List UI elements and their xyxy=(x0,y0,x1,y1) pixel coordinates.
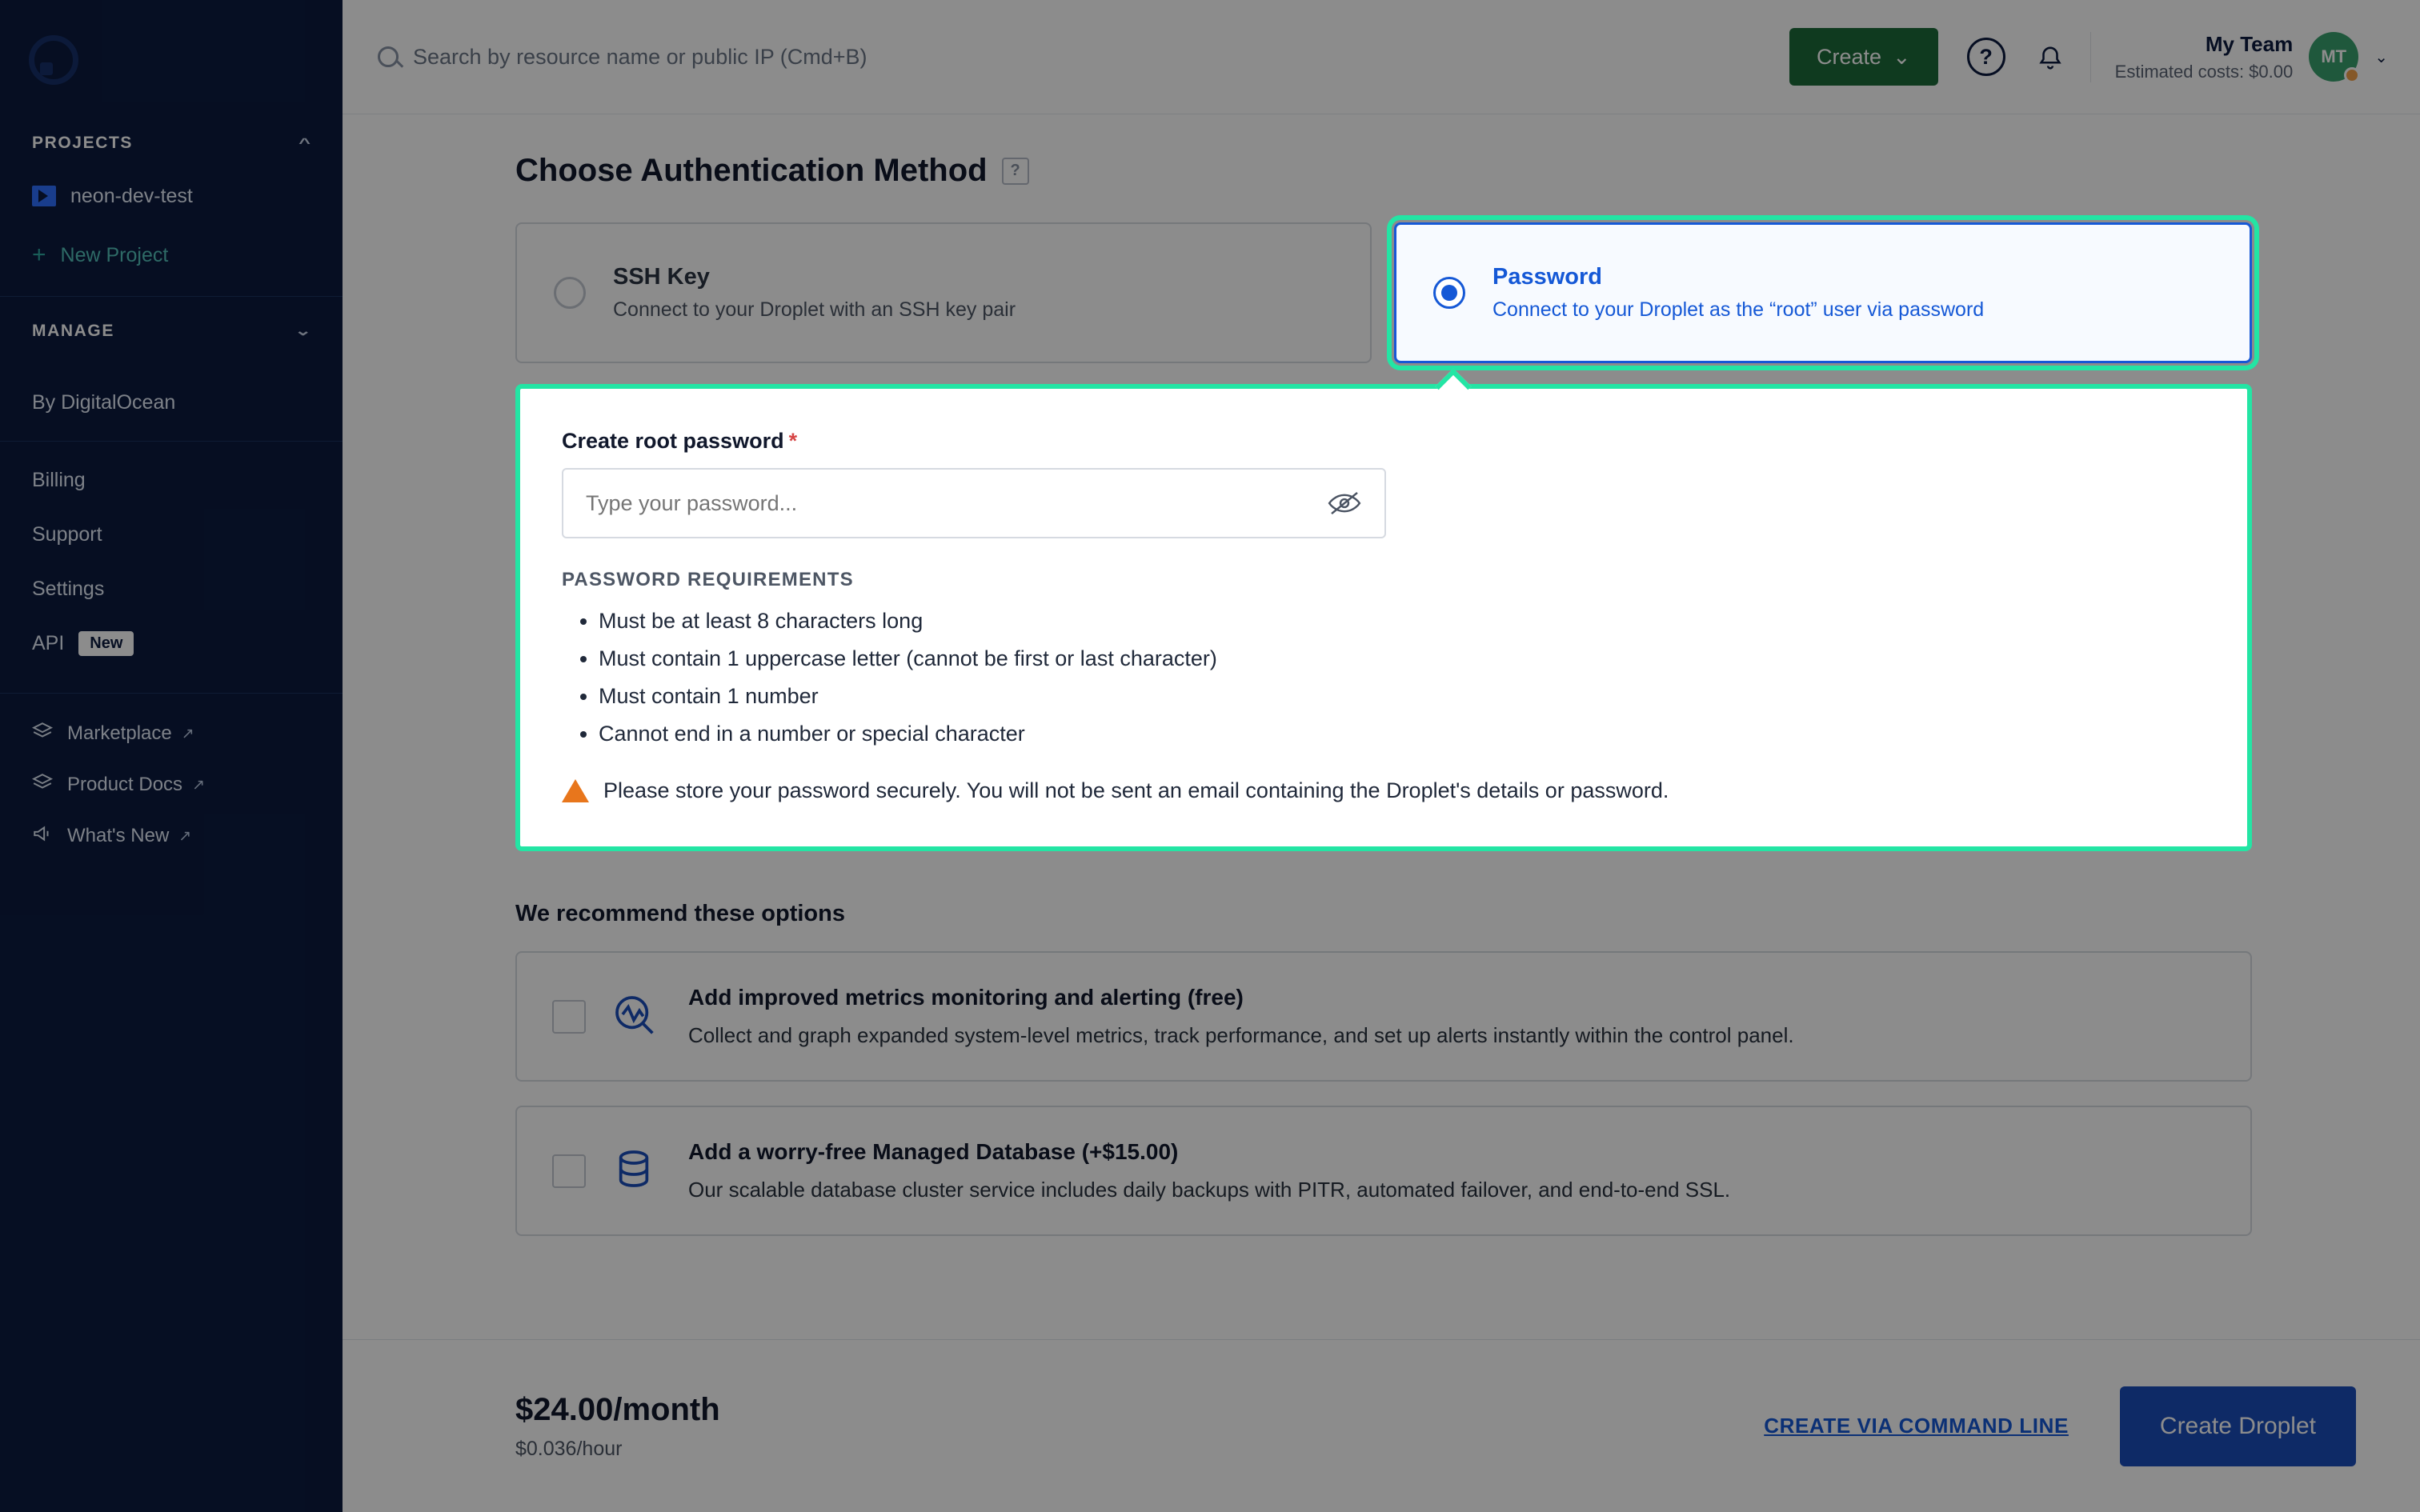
sidebar-item-label: Billing xyxy=(32,468,86,491)
sidebar-item-label: Marketplace xyxy=(67,722,172,744)
create-droplet-button[interactable]: Create Droplet xyxy=(2120,1386,2356,1466)
list-item: • Cannot end in a number or special character xyxy=(599,722,2206,746)
status-badge: New xyxy=(78,631,134,656)
price-hourly: $0.036/hour xyxy=(515,1437,623,1460)
sidebar-item-api[interactable] xyxy=(0,616,343,670)
team-menu[interactable] xyxy=(2090,32,2388,82)
sidebar-item-product-docs[interactable] xyxy=(0,759,343,810)
manage-label: MANAGE xyxy=(32,322,114,340)
avatar-initials: MT xyxy=(2321,46,2347,66)
checkbox-metrics-monitoring[interactable] xyxy=(552,1000,586,1034)
projects-label: PROJECTS xyxy=(32,134,133,152)
page-title xyxy=(515,153,2252,189)
chevron-down-icon[interactable]: ⌄ xyxy=(2374,48,2388,66)
notification-bell-icon[interactable] xyxy=(2034,39,2066,74)
list-item: • Must be at least 8 characters long xyxy=(599,609,2206,634)
option-title: Add improved metrics monitoring and alerting (free) xyxy=(688,985,1244,1010)
recommended-options-title: We recommend these options xyxy=(515,901,845,926)
sidebar xyxy=(0,0,343,1512)
top-bar xyxy=(343,0,2420,114)
sidebar-item-label: What's New xyxy=(67,825,170,846)
help-icon[interactable]: ? xyxy=(1002,158,1029,185)
avatar[interactable] xyxy=(2309,32,2358,82)
radio-ssh-key[interactable] xyxy=(554,277,586,309)
sidebar-item-label: Product Docs xyxy=(67,774,183,795)
auth-option-title: SSH Key xyxy=(613,264,710,290)
password-warning-text: Please store your password securely. You will not be sent an email containing the Droplet's details or password. xyxy=(603,778,1669,802)
sidebar-item-by-digitalocean[interactable] xyxy=(0,375,343,430)
sidebar-section-projects[interactable] xyxy=(0,120,343,166)
create-root-password-panel xyxy=(515,384,2252,851)
external-link-icon: ↗ xyxy=(178,827,192,845)
auth-option-ssh-key[interactable] xyxy=(515,222,1372,363)
auth-method-group xyxy=(515,222,2252,363)
password-label-text: Create root password xyxy=(562,429,784,453)
chevron-down-icon: ⌄ xyxy=(1893,44,1911,69)
option-description: Collect and graph expanded system-level metrics, track performance, and set up alerts instantly within the control panel. xyxy=(688,1023,1794,1047)
metrics-monitoring-icon xyxy=(611,992,663,1041)
password-input-wrap[interactable] xyxy=(562,468,1386,538)
option-description: Our scalable database cluster service includes daily backups with PITR, automated failover, and end-to-end SSL. xyxy=(688,1178,1731,1202)
search-input[interactable] xyxy=(378,45,1789,70)
list-item: • Must contain 1 number xyxy=(599,684,2206,709)
sidebar-item-label: Settings xyxy=(32,577,105,600)
eye-off-icon[interactable] xyxy=(1327,490,1362,516)
price: $24.00/month xyxy=(515,1391,720,1427)
database-icon xyxy=(611,1146,663,1195)
password-field-label xyxy=(562,429,2206,454)
logo-wrap[interactable] xyxy=(0,0,343,120)
sidebar-item-marketplace[interactable] xyxy=(0,708,343,759)
sidebar-item-whats-new[interactable] xyxy=(0,810,343,862)
estimated-costs: Estimated costs: $0.00 xyxy=(2114,61,2294,82)
sidebar-item-label: Support xyxy=(32,522,102,546)
status-dot xyxy=(2344,67,2360,83)
sidebar-item-label: API xyxy=(32,631,65,654)
required-mark: * xyxy=(788,429,798,453)
callout-arrow xyxy=(1435,368,1471,404)
sidebar-item-label: By DigitalOcean xyxy=(32,390,176,414)
content-area xyxy=(343,114,2420,1339)
sidebar-section-manage[interactable] xyxy=(0,308,343,354)
divider xyxy=(0,693,343,694)
auth-option-subtitle: Connect to your Droplet as the “root” user via password xyxy=(1492,298,1985,321)
create-button[interactable] xyxy=(1789,28,1938,86)
password-requirements-list xyxy=(599,609,2206,746)
external-link-icon: ↗ xyxy=(181,725,194,742)
chevron-down-icon[interactable]: ⌄ xyxy=(294,323,314,338)
team-name: My Team xyxy=(2205,31,2294,56)
warning-triangle-icon xyxy=(562,779,589,802)
password-requirements-heading: PASSWORD REQUIREMENTS xyxy=(562,569,854,590)
sidebar-item-new-project[interactable] xyxy=(0,226,343,285)
create-via-command-line-link[interactable]: CREATE VIA COMMAND LINE xyxy=(1764,1414,2069,1438)
plus-icon: + xyxy=(32,242,46,268)
create-button-label: Create xyxy=(1817,44,1882,69)
sidebar-item-support[interactable] xyxy=(0,507,343,562)
digitalocean-logo[interactable] xyxy=(29,35,78,85)
list-item: • Must contain 1 uppercase letter (cannot be first or last character) xyxy=(599,646,2206,671)
stack-icon xyxy=(32,721,53,747)
radio-password[interactable] xyxy=(1433,277,1465,309)
chevron-up-icon[interactable]: ^ xyxy=(298,135,313,150)
sidebar-item-label: New Project xyxy=(60,243,169,266)
sidebar-item-billing[interactable] xyxy=(0,453,343,507)
search-placeholder: Search by resource name or public IP (Cmd+B) xyxy=(413,44,867,69)
divider xyxy=(0,441,343,442)
sidebar-item-label: neon-dev-test xyxy=(70,184,193,207)
option-title: Add a worry-free Managed Database (+$15.00) xyxy=(688,1139,1179,1164)
external-link-icon: ↗ xyxy=(192,776,205,794)
sidebar-item-neon-dev-test[interactable] xyxy=(0,166,343,226)
main-area xyxy=(343,0,2420,1512)
password-warning xyxy=(562,778,2206,803)
search-icon xyxy=(378,46,399,67)
checkbox-managed-database[interactable] xyxy=(552,1154,586,1188)
sidebar-item-settings[interactable] xyxy=(0,562,343,616)
page-title-text: Choose Authentication Method xyxy=(515,153,988,188)
help-icon[interactable]: ? xyxy=(1967,38,2005,76)
auth-option-title: Password xyxy=(1492,264,1602,290)
option-managed-database[interactable] xyxy=(515,1106,2252,1236)
divider xyxy=(0,296,343,297)
password-input[interactable] xyxy=(586,491,1327,516)
megaphone-icon xyxy=(32,823,53,850)
book-icon xyxy=(32,772,53,798)
footer-bar xyxy=(343,1339,2420,1512)
auth-option-subtitle: Connect to your Droplet with an SSH key pair xyxy=(613,298,1016,321)
auth-option-password[interactable] xyxy=(1394,222,2252,363)
option-metrics-monitoring[interactable] xyxy=(515,951,2252,1082)
project-icon xyxy=(32,186,56,206)
